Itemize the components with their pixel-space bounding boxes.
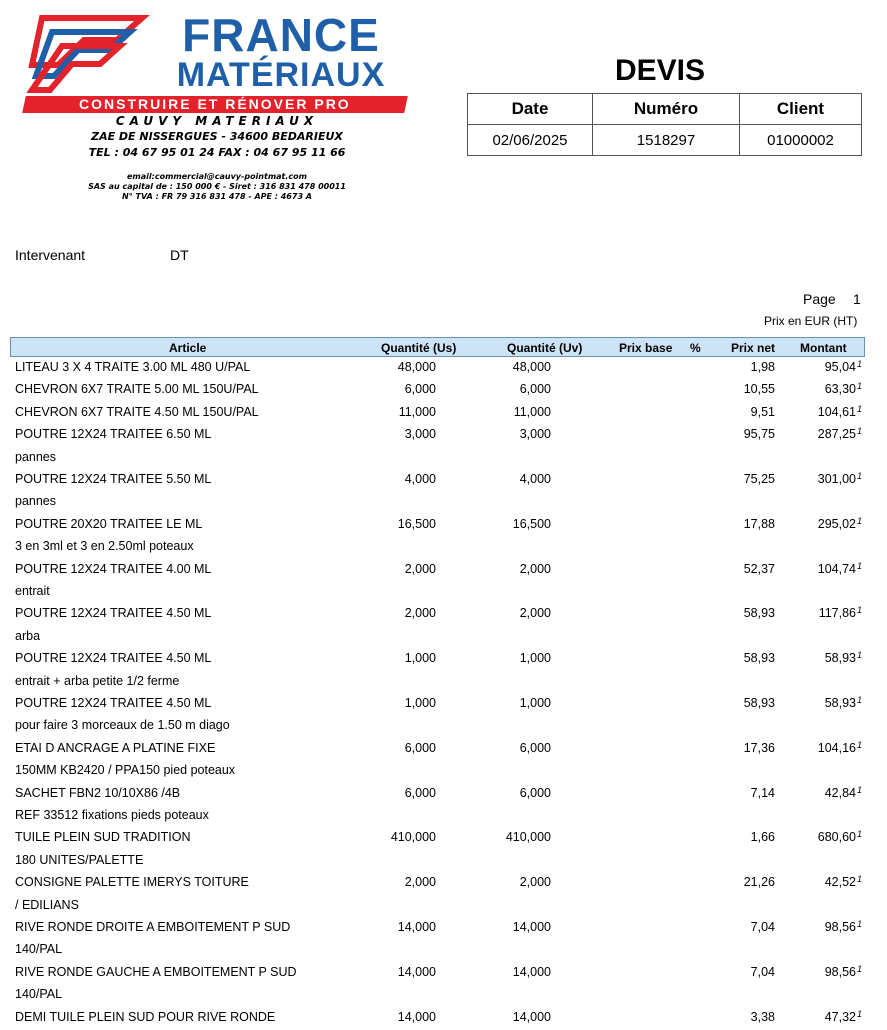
row-amount: 680,60 (817, 830, 856, 845)
logo-slogan: CONSTRUIRE ET RÉNOVER PRO (79, 96, 351, 112)
row-qty-uv: 2,000 (519, 875, 551, 890)
row-net-price: 10,55 (743, 382, 775, 397)
row-tax-code: 1 (857, 650, 863, 661)
row-tax-code: 1 (857, 515, 863, 526)
row-amount: 58,93 (824, 651, 856, 666)
row-qty-uv: 14,000 (512, 964, 551, 979)
table-row (0, 582, 887, 604)
header-number-value: 1518297 (593, 125, 740, 156)
row-amount: 295,02 (817, 516, 856, 531)
row-article: entrait + arba petite 1/2 ferme (15, 673, 180, 688)
page-label: Page (803, 291, 836, 307)
row-qty-us: 6,000 (404, 740, 436, 755)
intervenant-value: DT (170, 247, 189, 263)
table-row (0, 358, 887, 380)
row-article: POUTRE 12X24 TRAITEE 4.50 ML (15, 651, 212, 666)
row-amount: 104,16 (817, 740, 856, 755)
row-qty-uv: 6,000 (519, 785, 551, 800)
row-net-price: 52,37 (743, 561, 775, 576)
row-net-price: 3,38 (750, 1009, 775, 1024)
row-qty-us: 3,000 (404, 427, 436, 442)
document-header-table (467, 93, 862, 156)
row-tax-code: 1 (857, 471, 863, 481)
table-row (0, 470, 887, 492)
col-percent: % (690, 341, 701, 355)
row-article: 150MM KB2420 / PPA150 pied poteaux (15, 763, 236, 778)
row-amount: 95,04 (824, 360, 856, 374)
col-article: Article (169, 341, 207, 355)
row-article: RIVE RONDE DROITE A EMBOITEMENT P SUD (15, 920, 291, 934)
logo-name-line2: MATÉRIAUX (176, 56, 386, 94)
table-row (0, 403, 887, 425)
row-article: POUTRE 12X24 TRAITEE 4.00 ML (15, 561, 212, 576)
table-row (0, 649, 887, 671)
row-qty-uv: 16,500 (512, 516, 551, 531)
row-tax-code: 1 (857, 695, 863, 705)
col-net-price: Prix net (731, 341, 776, 355)
document-title: DEVIS (614, 54, 706, 87)
table-row (0, 918, 887, 940)
header-date-value: 02/06/2025 (468, 125, 593, 156)
row-article: pour faire 3 morceaux de 1.50 m diago (15, 718, 230, 733)
agency-name: CAUVY MATERIAUX (115, 114, 319, 128)
row-qty-us: 14,000 (397, 1009, 436, 1024)
row-qty-us: 48,000 (397, 360, 436, 374)
row-article: LITEAU 3 X 4 TRAITE 3.00 ML 480 U/PAL (15, 360, 251, 374)
row-qty-uv: 3,000 (519, 427, 551, 442)
row-article: POUTRE 12X24 TRAITEE 5.50 ML (15, 472, 212, 486)
row-qty-us: 14,000 (397, 964, 436, 979)
col-qty-us: Quantité (Us) (381, 341, 457, 355)
row-qty-uv: 14,000 (512, 920, 551, 934)
intervenant-label: Intervenant (15, 247, 86, 263)
row-net-price: 21,26 (743, 875, 775, 890)
row-amount: 104,74 (817, 561, 856, 576)
table-row (0, 828, 887, 850)
row-tax-code: 1 (857, 1008, 863, 1019)
row-tax-code: 1 (857, 829, 863, 840)
row-qty-uv: 410,000 (505, 830, 551, 845)
row-article: POUTRE 12X24 TRAITEE 4.50 ML (15, 606, 212, 621)
row-qty-us: 2,000 (404, 606, 436, 621)
row-article: POUTRE 20X20 TRAITEE LE ML (15, 516, 203, 531)
company-logo (22, 10, 412, 205)
row-qty-uv: 11,000 (513, 404, 551, 419)
row-amount: 117,86 (818, 606, 856, 621)
row-amount: 287,25 (817, 427, 856, 442)
agency-capital: SAS au capital de : 150 000 € - Siret : 316 831 478 00011 (88, 182, 346, 191)
table-row (0, 963, 887, 985)
items-table-header (10, 337, 865, 357)
header-client-label: Client (740, 94, 862, 125)
row-article: DEMI TUILE PLEIN SUD POUR RIVE RONDE (15, 1009, 276, 1024)
table-row (0, 380, 887, 402)
row-amount: 42,84 (824, 785, 856, 800)
row-amount: 104,61 (817, 404, 856, 419)
row-amount: 47,32 (824, 1009, 856, 1024)
row-qty-us: 4,000 (404, 472, 436, 486)
row-qty-us: 6,000 (404, 785, 436, 800)
row-qty-uv: 48,000 (512, 360, 551, 374)
row-tax-code: 1 (857, 784, 863, 795)
row-amount: 98,56 (824, 964, 856, 979)
table-row (0, 716, 887, 738)
table-row (0, 784, 887, 806)
row-article: SACHET FBN2 10/10X86 /4B (15, 785, 181, 800)
table-row (0, 627, 887, 649)
row-tax-code: 1 (857, 381, 863, 392)
row-net-price: 1,98 (750, 360, 775, 374)
row-net-price: 7,04 (750, 964, 775, 979)
table-row (0, 515, 887, 537)
row-tax-code: 1 (857, 359, 863, 369)
row-article: ETAI D ANCRAGE A PLATINE FIXE (15, 740, 216, 755)
row-qty-uv: 6,000 (519, 382, 551, 397)
row-article: / EDILIANS (15, 897, 79, 912)
row-article: arba (15, 628, 41, 643)
table-row (0, 694, 887, 716)
logo-slogan-band (22, 96, 408, 113)
row-net-price: 95,75 (743, 427, 775, 442)
row-article: POUTRE 12X24 TRAITEE 6.50 ML (15, 427, 212, 442)
table-row (0, 672, 887, 694)
row-article: CONSIGNE PALETTE IMERYS TOITURE (15, 875, 249, 890)
logo-name-line1: FRANCE (182, 9, 380, 61)
row-amount: 98,56 (824, 920, 856, 934)
row-qty-us: 410,000 (390, 830, 436, 845)
row-qty-us: 2,000 (404, 875, 436, 890)
row-article: 180 UNITES/PALETTE (15, 852, 144, 867)
table-row (0, 896, 887, 918)
row-qty-us: 1,000 (404, 651, 436, 666)
row-article: RIVE RONDE GAUCHE A EMBOITEMENT P SUD (15, 964, 297, 979)
table-row (0, 492, 887, 514)
row-qty-uv: 2,000 (519, 606, 551, 621)
row-amount: 63,30 (824, 382, 856, 397)
row-article: POUTRE 12X24 TRAITEE 4.50 ML (15, 696, 212, 710)
row-article: pannes (15, 494, 57, 509)
row-qty-uv: 1,000 (519, 651, 551, 666)
row-qty-uv: 1,000 (519, 696, 551, 710)
row-net-price: 75,25 (743, 472, 775, 486)
row-qty-uv: 2,000 (519, 561, 551, 576)
row-net-price: 1,66 (750, 830, 775, 845)
agency-email: email:commercial@cauvy-pointmat.com (127, 172, 307, 181)
row-net-price: 58,93 (743, 696, 775, 710)
row-article: 140/PAL (15, 942, 63, 957)
row-article: 3 en 3ml et 3 en 2.50ml poteaux (15, 539, 194, 554)
table-row (0, 448, 887, 470)
row-amount: 42,52 (824, 875, 856, 890)
table-row (0, 604, 887, 626)
row-net-price: 58,93 (743, 606, 775, 621)
table-row (0, 425, 887, 447)
row-qty-us: 11,000 (398, 404, 436, 419)
row-qty-us: 1,000 (404, 696, 436, 710)
header-client-value: 01000002 (740, 125, 862, 156)
row-tax-code: 1 (857, 605, 863, 616)
row-qty-uv: 4,000 (519, 472, 551, 486)
row-article: CHEVRON 6X7 TRAITE 5.00 ML 150U/PAL (15, 382, 259, 397)
row-article: TUILE PLEIN SUD TRADITION (15, 830, 191, 845)
header-date-label: Date (468, 94, 593, 125)
table-row (0, 560, 887, 582)
row-qty-us: 2,000 (404, 561, 436, 576)
agency-address: ZAE DE NISSERGUES - 34600 BEDARIEUX (91, 130, 343, 143)
table-row (0, 1008, 887, 1030)
table-row (0, 985, 887, 1007)
currency-note: Prix en EUR (HT) (764, 314, 858, 328)
col-qty-uv: Quantité (Uv) (507, 341, 583, 355)
row-article: 140/PAL (15, 987, 63, 1002)
row-tax-code: 1 (857, 560, 863, 571)
table-row (0, 739, 887, 761)
row-article: REF 33512 fixations pieds poteaux (15, 808, 209, 822)
logo-mark-icon (22, 10, 157, 100)
agency-phone-fax: TEL : 04 67 95 01 24 FAX : 04 67 95 11 66 (88, 146, 346, 159)
table-row (0, 761, 887, 783)
row-net-price: 7,04 (750, 920, 775, 934)
row-amount: 301,00 (817, 472, 856, 486)
row-qty-uv: 6,000 (519, 740, 551, 755)
table-row (0, 940, 887, 962)
row-article: entrait (15, 584, 50, 598)
header-number-label: Numéro (593, 94, 740, 125)
table-row (0, 873, 887, 895)
col-base-price: Prix base (619, 341, 673, 355)
row-qty-us: 6,000 (404, 382, 436, 397)
table-row (0, 851, 887, 873)
row-qty-uv: 14,000 (512, 1009, 551, 1024)
row-tax-code: 1 (857, 403, 863, 414)
row-tax-code: 1 (857, 739, 863, 750)
row-amount: 58,93 (824, 696, 856, 710)
row-tax-code: 1 (857, 874, 863, 885)
row-article: CHEVRON 6X7 TRAITE 4.50 ML 150U/PAL (15, 404, 259, 419)
table-row (0, 537, 887, 559)
row-tax-code: 1 (857, 426, 863, 437)
row-net-price: 7,14 (750, 785, 775, 800)
row-net-price: 17,88 (743, 516, 775, 531)
row-net-price: 17,36 (743, 740, 775, 755)
page-number: 1 (853, 291, 861, 307)
row-article: pannes (15, 449, 57, 464)
row-tax-code: 1 (857, 919, 863, 929)
row-net-price: 58,93 (743, 651, 775, 666)
row-net-price: 9,51 (750, 404, 775, 419)
row-qty-us: 16,500 (397, 516, 436, 531)
row-qty-us: 14,000 (397, 920, 436, 934)
agency-tva: N° TVA : FR 79 316 831 478 - APE : 4673 A (122, 192, 312, 201)
col-amount: Montant (800, 341, 847, 355)
table-row (0, 806, 887, 828)
row-tax-code: 1 (857, 963, 863, 974)
